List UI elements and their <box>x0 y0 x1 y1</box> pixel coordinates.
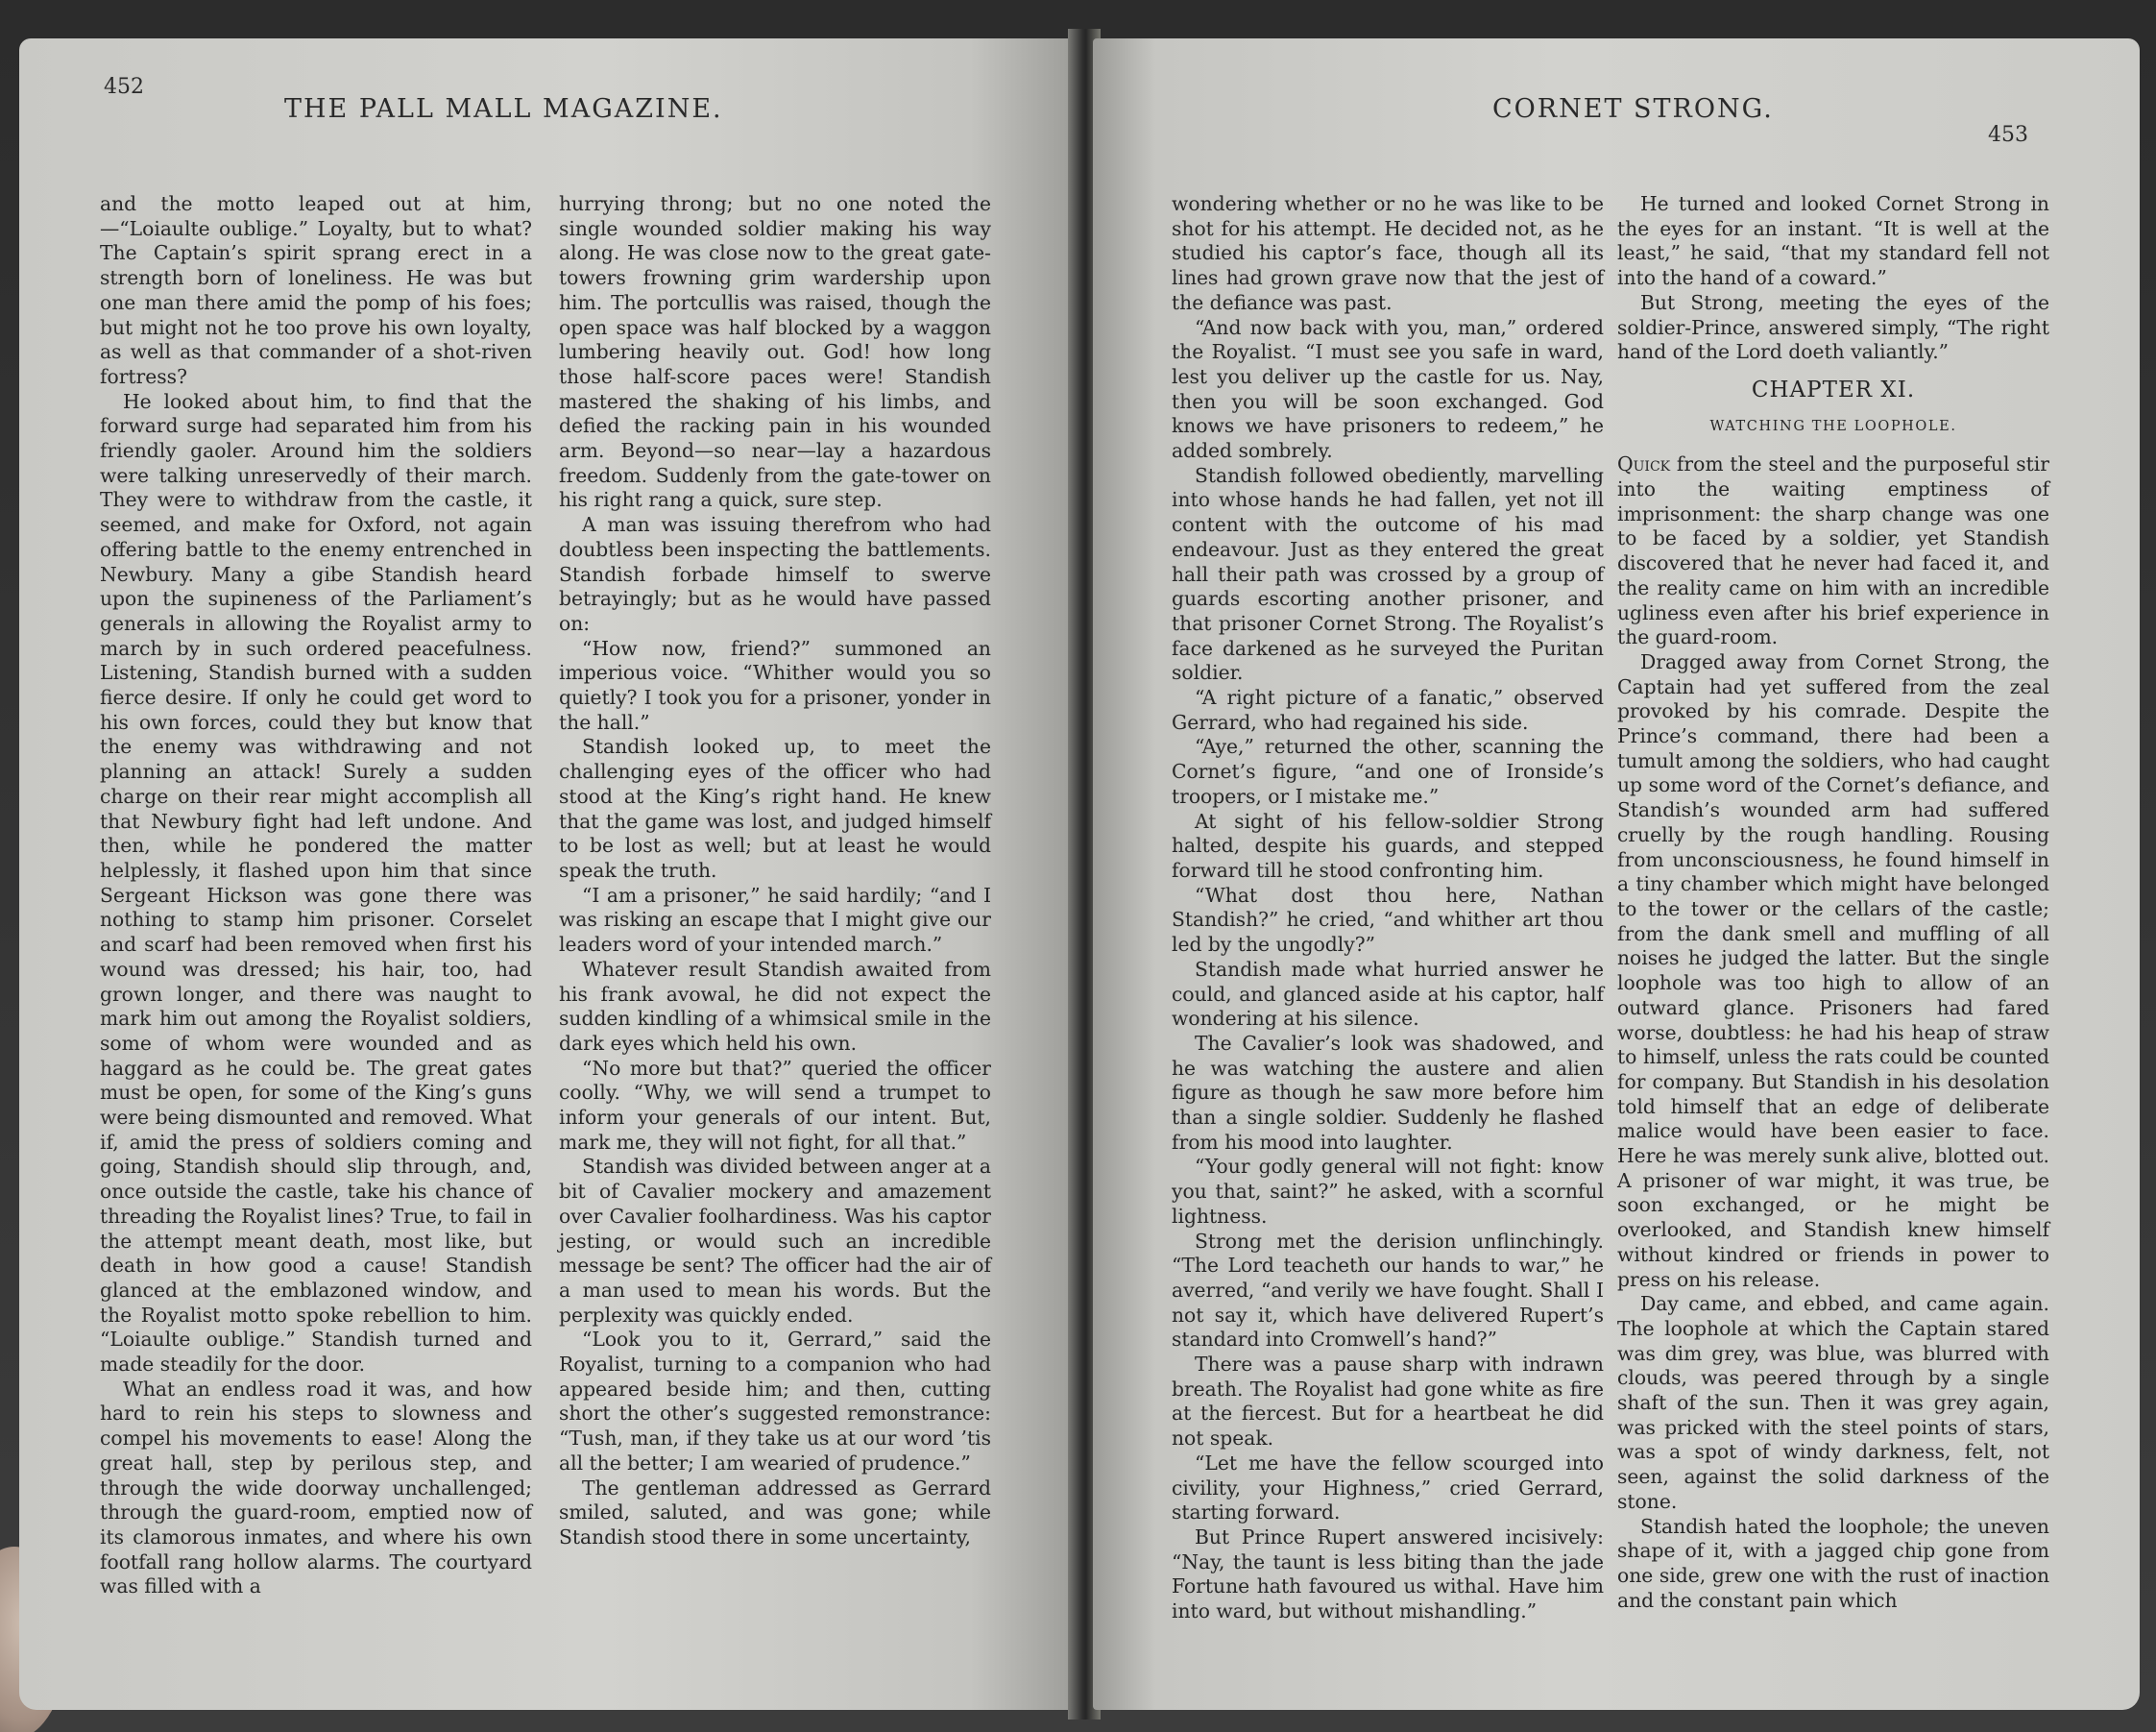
paragraph: “No more but that?” queried the officer coolly. “Why, we will send a trumpet to inform your generals of our intent. But, mark me, they will not fight, for all that.” <box>559 1056 991 1154</box>
paragraph: “I am a prisoner,” he said hardily; “and I was risking an escape that I might give our leaders word of your intended march.” <box>559 883 991 957</box>
paragraph: “Aye,” returned the other, scanning the Cornet’s figure, “and one of Ironside’s troopers, or I mistake me.” <box>1172 735 1604 808</box>
paragraph: There was a pause sharp with indrawn breath. The Royalist had gone white as fire at the fiercest. But for a heartbeat he did not speak. <box>1172 1353 1604 1451</box>
chapter-lead-word: Quick <box>1617 452 1671 476</box>
paragraph: But Strong, meeting the eyes of the soldier-Prince, answered simply, “The right hand of the Lord doeth valiantly.” <box>1617 290 2049 364</box>
chapter-title: CHAPTER XI. <box>1751 377 1916 403</box>
paragraph: The Cavalier’s look was shadowed, and he was watching the austere and alien figure as though he saw more before him than a single soldier. Suddenly he flashed from his mood into laughter. <box>1172 1031 1604 1154</box>
paragraph: Standish followed obediently, marvelling into whose hands he had fallen, yet not ill content with the outcome of his mad endeavour. Just as they entered the great hall their path was crossed by a group of guards escorting another prisoner, and that prisoner Cornet Strong. The Royalist’s face darkened as he surveyed the Puritan soldier. <box>1172 463 1604 685</box>
page-number-left: 452 <box>104 75 144 99</box>
right-page <box>1093 38 2140 1710</box>
paragraph: Dragged away from Cornet Strong, the Captain had yet suffered from the zeal provoked by his comrade. Despite the Prince’s command, there had been a tumult among the soldiers, who had caught up some word of the Cornet’s defiance, and Standish’s wounded arm had suffered cruelly by the rough handling. Rousing from unconsciousness, he found himself in a tiny chamber which might have belonged to the tower or the cellars of the castle; from the dank smell and muffling of all noises he judged the latter. But the single loophole was too high to allow of an outward glance. Prisoners had fared worse, doubtless: he had his heap of straw to himself, unless the rats could be counted for company. But Standish in his desolation told himself that an edge of deliberate malice would have been easier to face. Here he was merely sunk alive, blotted out. A prisoner of war might, it was true, be soon exchanged, or he might be overlooked, and Standish knew himself without kindred or friends in power to press on his release. <box>1617 649 2049 1291</box>
paragraph: Standish made what hurried answer he could, and glanced aside at his captor, half wondering at his silence. <box>1172 957 1604 1031</box>
paragraph: “A right picture of a fanatic,” observed Gerrard, who had regained his side. <box>1172 686 1604 734</box>
paragraph: The gentleman addressed as Gerrard smiled, saluted, and was gone; while Standish stood there in some uncertainty, <box>559 1476 991 1549</box>
paragraph: “What dost thou here, Nathan Standish?” he cried, “and whither art thou led by the ungodly?” <box>1172 883 1604 957</box>
paragraph: “Let me have the fellow scourged into civility, your Highness,” cried Gerrard, starting forward. <box>1172 1451 1604 1525</box>
paragraph: “How now, friend?” summoned an imperious voice. “Whither would you so quietly? I took you for a prisoner, yonder in the hall.” <box>559 636 991 734</box>
paragraph: He turned and looked Cornet Strong in the eyes for an instant. “It is well at the least,” he said, “that my standard fell not into the hand of a coward.” <box>1617 192 2049 290</box>
paragraph: wondering whether or no he was like to be shot for his attempt. He decided not, as he studied his captor’s face, though all its lines had grown grave now that the jest of the defiance was past. <box>1172 192 1604 314</box>
paragraph: “And now back with you, man,” ordered the Royalist. “I must see you safe in ward, lest you deliver up the castle for us. Nay, then you will be soon exchanged. God knows we have prisoners to redeem,” he added sombrely. <box>1172 315 1604 463</box>
paragraph: What an endless road it was, and how hard to rein his steps to slowness and compel his movements to ease! Along the great hall, step by perilous step, and through the wide doorway unchallenged; through the guard-room, emptied now of its clamorous inmates, and where his own footfall rang hollow alarms. The courtyard was filled with a <box>100 1377 532 1598</box>
left-page <box>19 38 1076 1710</box>
left-column-1 <box>100 192 532 1599</box>
right-column-2 <box>1617 192 2049 1613</box>
chapter-opening-paragraph <box>1617 452 2049 650</box>
right-column-1 <box>1172 192 1604 1624</box>
paragraph: and the motto leaped out at him,—“Loiaulte oublige.” Loyalty, but to what? The Captain’s spirit sprang erect in a strength born of loneliness. He was but one man there amid the pomp of his foes; but might not he too prove his own loyalty, as well as that commander of a shot-riven fortress? <box>100 192 532 388</box>
paragraph: But Prince Rupert answered incisively: “Nay, the taunt is less biting than the jade Fortune hath favoured us withal. Have him into ward, but without mishandling.” <box>1172 1525 1604 1623</box>
paragraph: At sight of his fellow-soldier Strong halted, despite his guards, and stepped forward till he stood confronting him. <box>1172 809 1604 882</box>
paragraph: Standish looked up, to meet the challenging eyes of the officer who had stood at the King’s right hand. He knew that the game was lost, and judged himself to be lost as well; but at least he would speak the truth. <box>559 735 991 882</box>
chapter-subtitle: WATCHING THE LOOPHOLE. <box>1709 418 1957 434</box>
paragraph: A man was issuing therefrom who had doubtless been inspecting the battlements. Standish forbade himself to swerve betrayingly; but as he would have passed on: <box>559 513 991 635</box>
paragraph: Day came, and ebbed, and came again. The loophole at which the Captain stared was dim grey, was blue, was blurred with clouds, was peered through by a single shaft of the sun. Then it was grey again, was pricked with the steel points of stars, was a spot of windy darkness, felt, not seen, against the solid darkness of the stone. <box>1617 1292 2049 1513</box>
paragraph: Strong met the derision unflinchingly. “The Lord teacheth our hands to war,” he averred, “and verily we have fought. Shall I not say it, which have delivered Rupert’s standard into Cromwell’s hand?” <box>1172 1229 1604 1352</box>
paragraph: He looked about him, to find that the forward surge had separated him from his friendly gaoler. Around him the soldiers were talking unreservedly of their march. They were to withdraw from the castle, it seemed, and make for Oxford, not again offering battle to the enemy entrenched in Newbury. Many a gibe Standish heard upon the supineness of the Parliament’s generals in allowing the Royalist army to march by in such ordered peacefulness. Listening, Standish burned with a sudden fierce desire. If only he could get word to his own forces, could they but know that the enemy was withdrawing and not planning an attack! Surely a sudden charge on their rear might accomplish all that Newbury fight had left undone. And then, while he pondered the matter helplessly, it flashed upon him that since Sergeant Hickson was gone there was nothing to stamp him prisoner. Corselet and scarf had been removed when first his wound was dressed; his hair, too, had grown longer, and there was naught to mark him out among the Royalist soldiers, some of whom were wounded and as haggard as he could be. The great gates must be open, for some of the King’s guns were being dismounted and removed. What if, amid the press of soldiers coming and going, Standish should slip through, and, once outside the castle, take his chance of threading the Royalist lines? True, to fail in the attempt meant death, most like, but death in how good a cause! Standish glanced at the emblazoned window, and the Royalist motto spoke rebellion to him. “Loiaulte oublige.” Standish turned and made steadily for the door. <box>100 389 532 1377</box>
paragraph: “Your godly general will not fight: know you that, saint?” he asked, with a scornful lightness. <box>1172 1155 1604 1228</box>
running-head-left: THE PALL MALL MAGAZINE. <box>284 94 723 124</box>
left-column-2 <box>559 192 991 1550</box>
paragraph: “Look you to it, Gerrard,” said the Royalist, turning to a companion who had appeared beside him; and then, cutting short the other’s suggested remonstrance: “Tush, man, if they take us at our word ’tis all the better; I am wearied of prudence.” <box>559 1328 991 1475</box>
paragraph-text: from the steel and the purposeful stir into the waiting emptiness of imprisonment: the sharp change was one to be faced by a soldier, yet Standish discovered that he never had faced it, and the reality came on him with an incredible ugliness even after his brief experience in the guard-room. <box>1617 452 2049 649</box>
paragraph: Standish hated the loophole; the uneven shape of it, with a jagged chip gone from one side, grew one with the rust of inaction and the constant pain which <box>1617 1514 2049 1612</box>
paragraph: Whatever result Standish awaited from his frank avowal, he did not expect the sudden kindling of a whimsical smile in the dark eyes which held his own. <box>559 957 991 1055</box>
running-head-right: CORNET STRONG. <box>1492 94 1774 124</box>
paragraph: Standish was divided between anger at a bit of Cavalier mockery and amazement over Cavalier foolhardiness. Was his captor jesting, or would such an incredible message be sent? The officer had the air of a man used to mean his words. But the perplexity was quickly ended. <box>559 1155 991 1327</box>
paragraph: hurrying throng; but no one noted the single wounded soldier making his way along. He was close now to the great gate-towers frowning grim wardership upon him. The portcullis was raised, though the open space was half blocked by a waggon lumbering heavily out. God! how long those half-score paces were! Standish mastered the shaking of his limbs, and defied the racking pain in his wounded arm. Beyond—so near—lay a hazardous freedom. Suddenly from the gate-tower on his right rang a quick, sure step. <box>559 192 991 512</box>
page-number-right: 453 <box>1988 123 2028 147</box>
